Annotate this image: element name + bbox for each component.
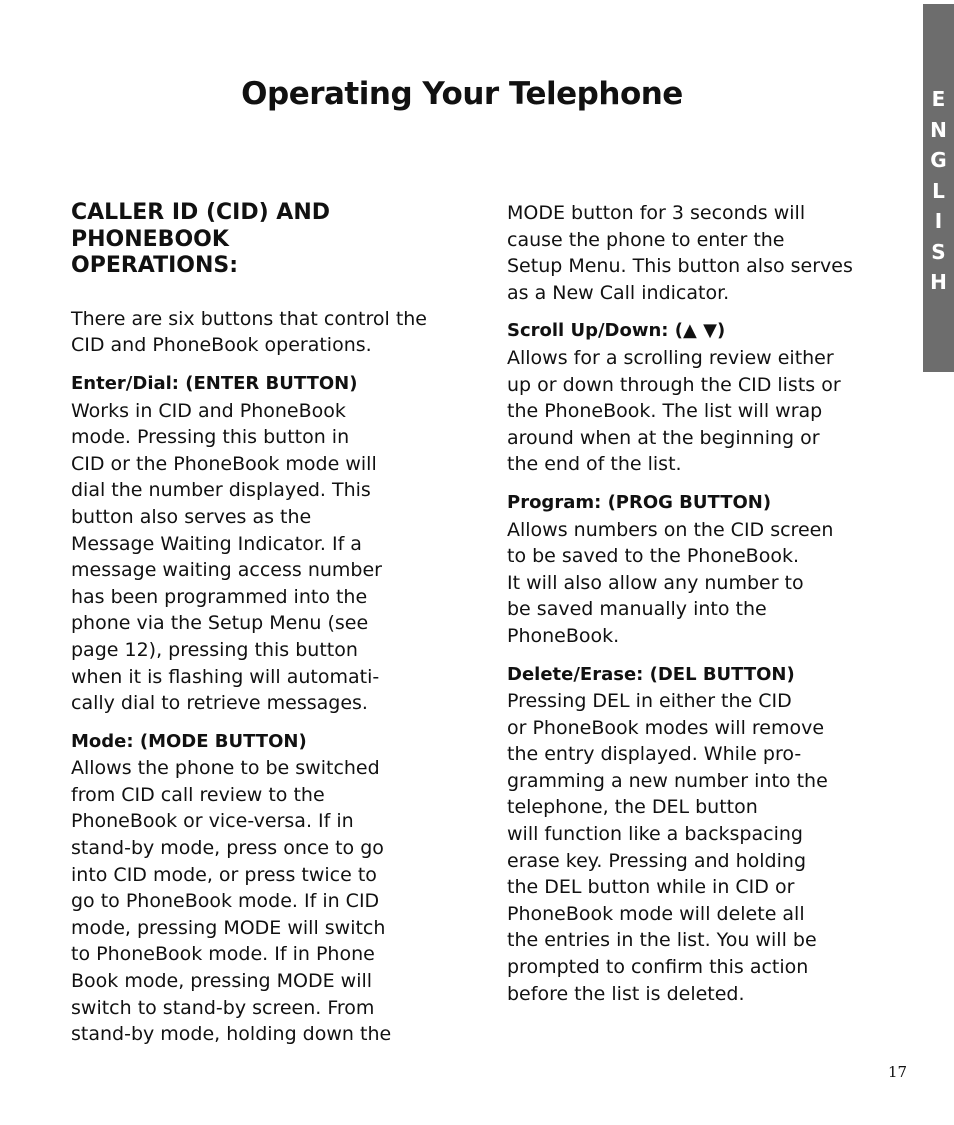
text-line: phone via the Setup Menu (see	[71, 612, 369, 635]
text-line: message waiting access number	[71, 559, 382, 582]
text-line: Pressing DEL in either the CID	[507, 690, 792, 713]
text-line: has been programmed into the	[71, 585, 368, 608]
text-line: when it is flashing will automati-	[71, 665, 380, 688]
text-line: before the list is deleted.	[507, 982, 745, 1005]
section-heading-line: OPERATIONS:	[71, 253, 239, 279]
text-line: the entries in the list. You will be	[507, 929, 817, 952]
text-line: stand-by mode, holding down the	[71, 1023, 392, 1046]
text-line: into CID mode, or press twice to	[71, 863, 377, 886]
right-column	[507, 200, 867, 1019]
language-tab	[923, 4, 954, 372]
text-line: switch to stand-by screen. From	[71, 996, 375, 1019]
section-heading-line: CALLER ID (CID) AND	[71, 200, 331, 225]
text-line: go to PhoneBook mode. If in CID	[71, 890, 380, 913]
text-line: or PhoneBook modes will remove	[507, 716, 825, 739]
text-line: the DEL button while in CID or	[507, 876, 795, 899]
text-line: the entry displayed. While pro-	[507, 743, 802, 766]
text-line: It will also allow any number to	[507, 571, 804, 594]
continuation-paragraph	[507, 200, 867, 306]
tab-letter: H	[930, 270, 947, 294]
button-description-body	[507, 688, 867, 1007]
tab-letter: L	[932, 178, 945, 203]
button-description	[71, 729, 441, 1048]
page-number: 17	[888, 1063, 908, 1081]
text-line: will function like a backspacing	[507, 823, 803, 846]
button-description-heading: Enter/Dial: (ENTER BUTTON)	[71, 372, 358, 394]
text-line: Book mode, pressing MODE will	[71, 970, 373, 993]
text-line: button also serves as the	[71, 505, 312, 528]
text-line: Setup Menu. This button also serves	[507, 255, 853, 278]
text-line: Allows for a scrolling review either	[507, 346, 834, 369]
text-line: dial the number displayed. This	[71, 479, 371, 502]
button-description-heading: Scroll Up/Down: (▲ ▼)	[507, 320, 726, 342]
text-line: page 12), pressing this button	[71, 638, 358, 661]
page-title: Operating Your Telephone	[241, 76, 683, 112]
text-line: Allows numbers on the CID screen	[507, 518, 834, 541]
text-line: CID and PhoneBook operations.	[71, 334, 372, 357]
text-line: up or down through the CID lists or	[507, 373, 841, 396]
button-description	[507, 662, 867, 1008]
text-line: Works in CID and PhoneBook	[71, 399, 346, 422]
text-line: PhoneBook or vice-versa. If in	[71, 810, 354, 833]
tab-letter: S	[931, 239, 946, 264]
intro-paragraph	[71, 306, 441, 359]
text-line: PhoneBook mode will delete all	[507, 902, 805, 925]
section-heading-line: PHONEBOOK	[71, 226, 229, 252]
text-line: the end of the list.	[507, 453, 682, 476]
text-line: CID or the PhoneBook mode will	[71, 452, 377, 475]
text-line: telephone, the DEL button	[507, 796, 758, 819]
button-description	[507, 318, 867, 478]
text-line: from CID call review to the	[71, 783, 325, 806]
text-line: the PhoneBook. The list will wrap	[507, 400, 823, 423]
button-description-body	[507, 517, 867, 650]
button-description	[507, 490, 867, 650]
tab-letter: G	[930, 148, 947, 172]
text-line: be saved manually into the	[507, 598, 767, 621]
text-line: mode, pressing MODE will switch	[71, 916, 386, 939]
text-line: mode. Pressing this button in	[71, 426, 350, 449]
text-line: PhoneBook.	[507, 624, 620, 647]
text-line: to be saved to the PhoneBook.	[507, 545, 799, 568]
section-heading	[71, 200, 441, 280]
button-description-heading: Delete/Erase: (DEL BUTTON)	[507, 663, 795, 685]
button-description-body	[507, 345, 867, 478]
text-line: prompted to confirm this action	[507, 956, 809, 979]
button-description	[71, 371, 441, 717]
text-line: gramming a new number into the	[507, 769, 828, 792]
text-line: Message Waiting Indicator. If a	[71, 532, 362, 555]
button-description-body	[71, 398, 441, 717]
tab-letter: I	[934, 209, 943, 233]
language-tab-letters	[923, 84, 954, 298]
button-description-heading: Program: (PROG BUTTON)	[507, 491, 772, 513]
text-line: cally dial to retrieve messages.	[71, 692, 368, 715]
text-line: stand-by mode, press once to go	[71, 837, 384, 860]
text-line: MODE button for 3 seconds will	[507, 202, 806, 224]
text-line: There are six buttons that control the	[71, 307, 427, 330]
button-description-body	[71, 755, 441, 1048]
text-line: around when at the beginning or	[507, 426, 820, 449]
tab-letter: E	[931, 87, 946, 111]
text-line: as a New Call indicator.	[507, 281, 730, 304]
text-line: Allows the phone to be switched	[71, 757, 380, 780]
button-description-heading: Mode: (MODE BUTTON)	[71, 730, 307, 752]
text-line: to PhoneBook mode. If in Phone	[71, 943, 375, 966]
text-line: erase key. Pressing and holding	[507, 849, 806, 872]
left-column	[71, 200, 441, 1060]
tab-letter: N	[930, 117, 947, 142]
text-line: cause the phone to enter the	[507, 228, 785, 251]
